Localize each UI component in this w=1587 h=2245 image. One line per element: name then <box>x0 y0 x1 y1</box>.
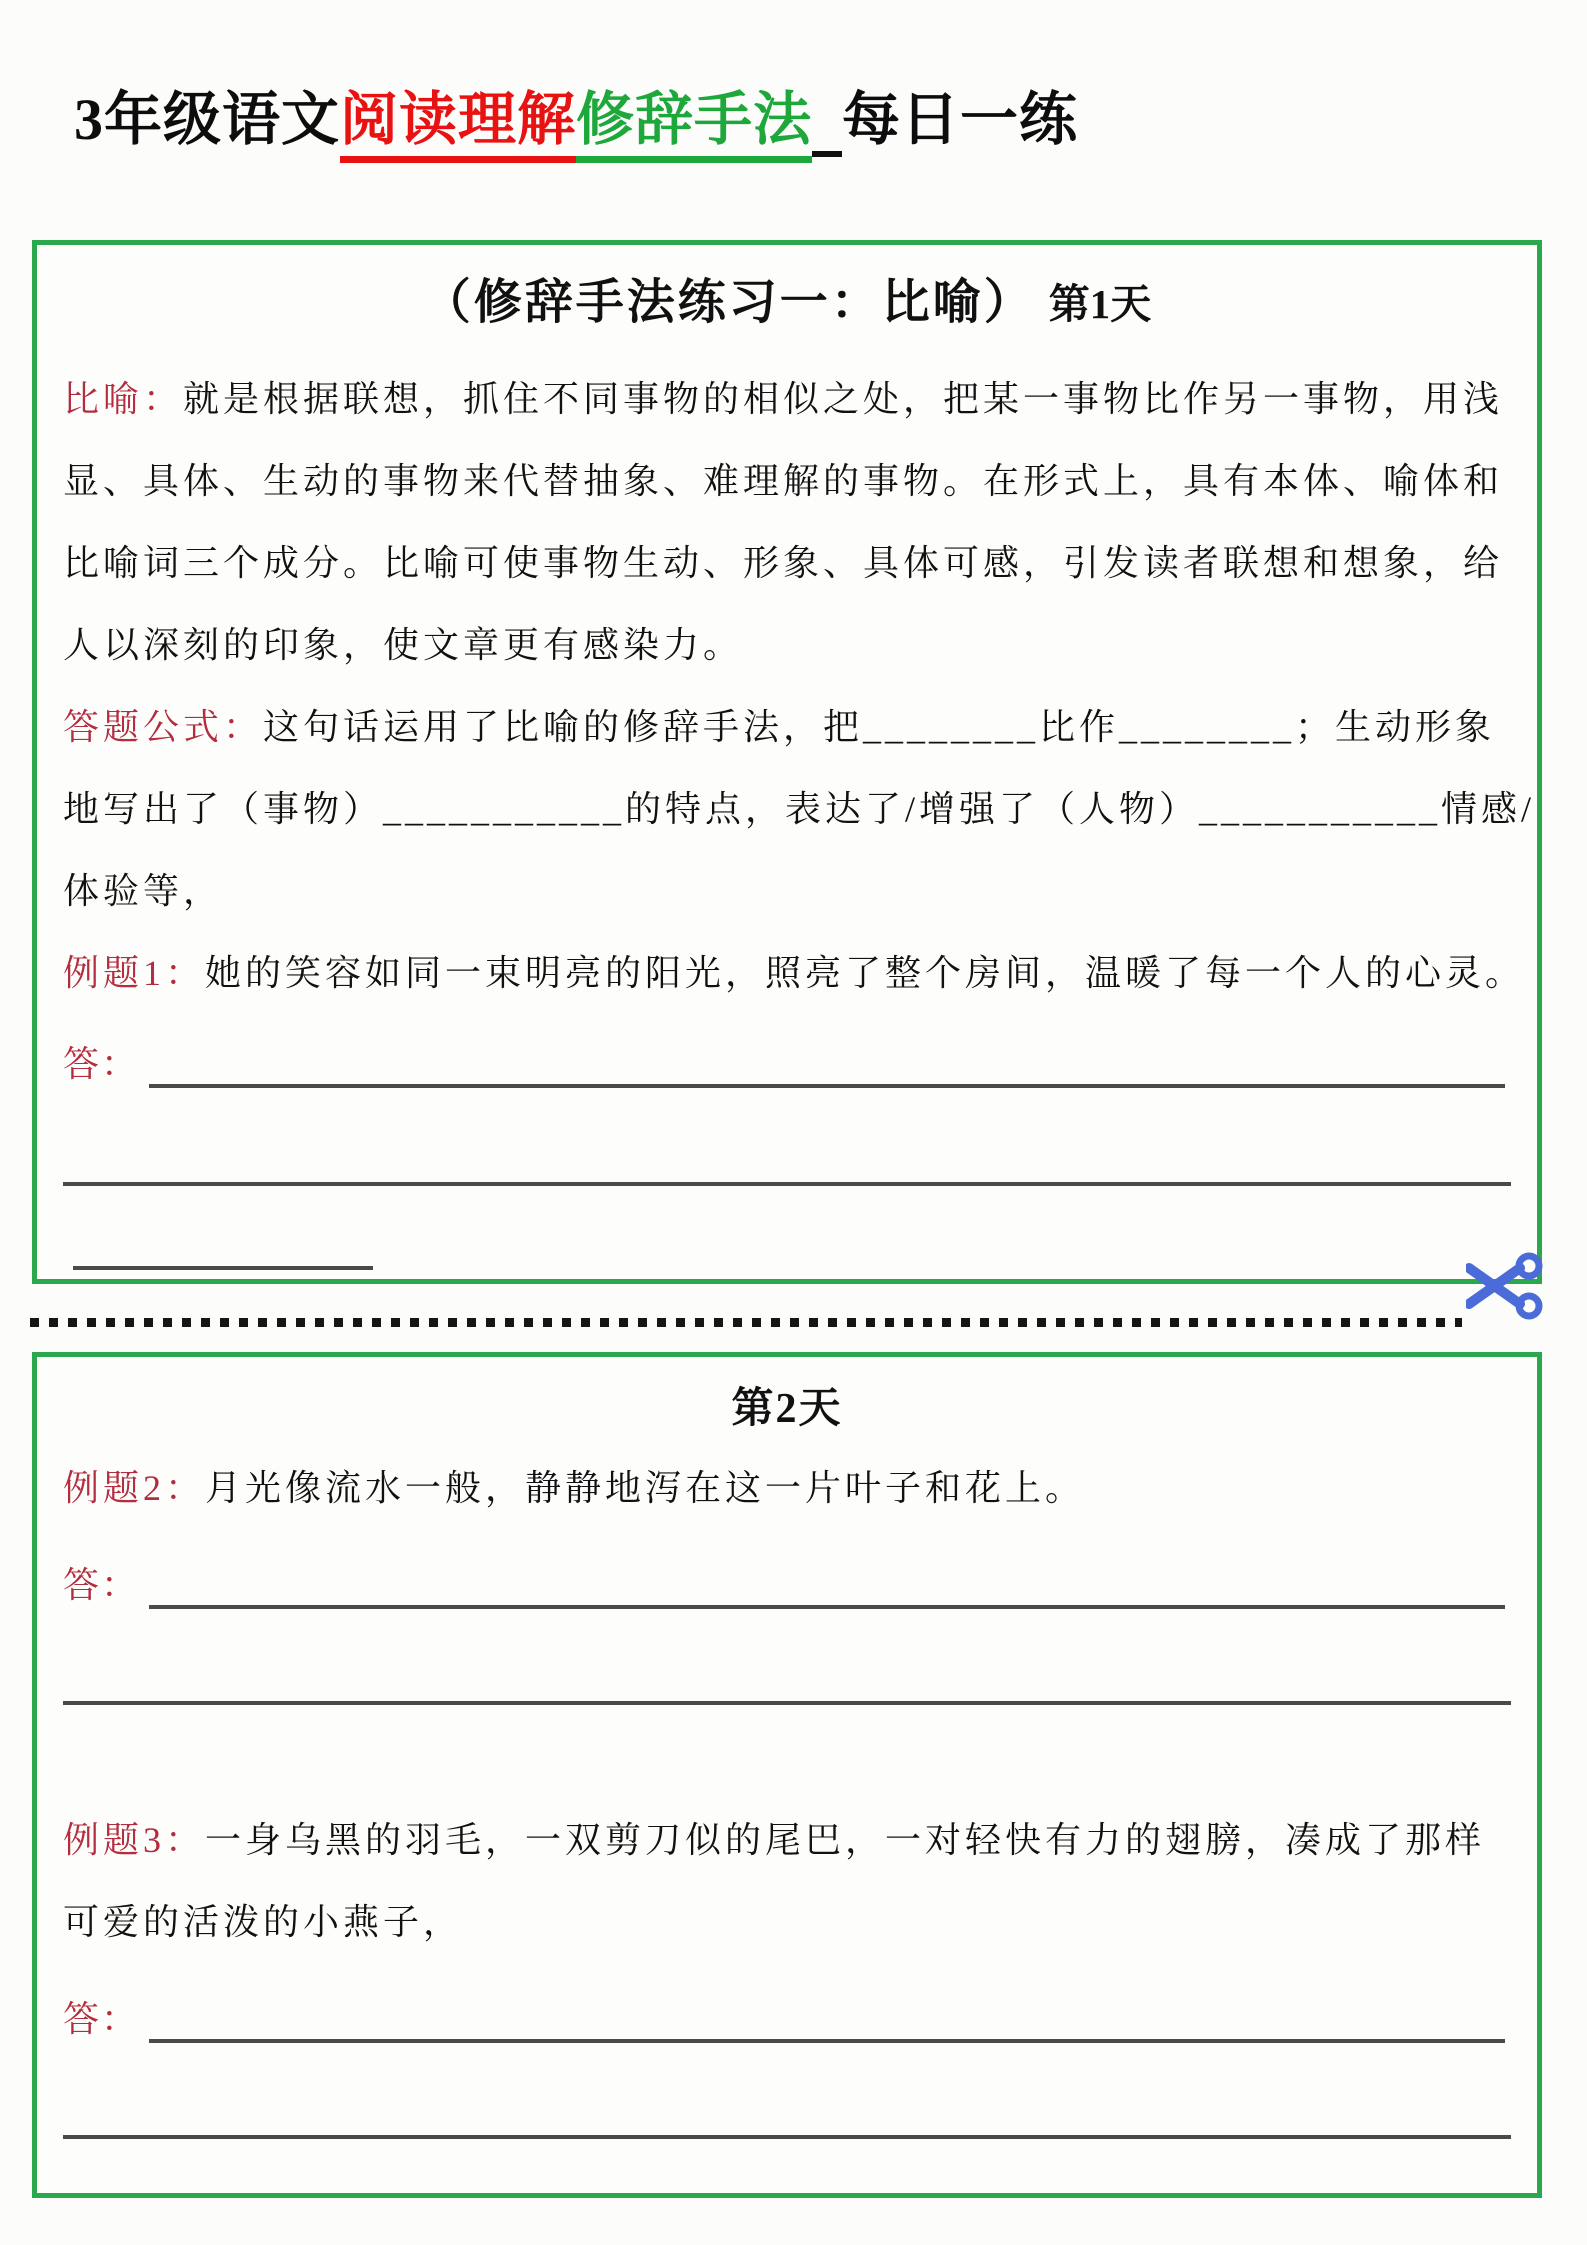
definition-line-1 <box>63 358 1511 440</box>
day1-heading-main: （修辞手法练习一：比喻） <box>422 276 1035 329</box>
example3-label: 例题3： <box>63 1820 206 1860</box>
title-segment-reading: 阅读理解 <box>340 87 576 163</box>
formula-text-1: 这句话运用了比喻的修辞手法，把________比作________；生动形象 <box>263 707 1496 747</box>
title-segment-rhetoric: 修辞手法 <box>576 87 812 163</box>
formula-line-3: 体验等， <box>63 871 224 911</box>
title-segment-grade: 3年级语文 <box>74 87 341 152</box>
day1-heading-day: 第1天 <box>1048 281 1152 327</box>
example2-label: 例题2： <box>63 1468 206 1508</box>
example2-line <box>63 1447 1511 1529</box>
definition-text-1: 就是根据联想，抓住不同事物的相似之处，把某一事物比作另一事物，用浅 <box>183 379 1504 419</box>
example3-line-1 <box>63 1799 1511 1881</box>
definition-line-3: 比喻词三个成分。比喻可使事物生动、形象、具体可感，引发读者联想和想象，给 <box>63 543 1504 583</box>
day1-card <box>32 240 1542 1284</box>
day1-answer-label: 答： <box>63 1044 140 1084</box>
example1-label: 例题1： <box>63 953 206 993</box>
day1-answer-row <box>63 1024 1511 1104</box>
formula-line-1 <box>63 686 1511 768</box>
title-underline-tail <box>812 93 842 157</box>
example1-text: 她的笑容如同一束明亮的阳光，照亮了整个房间，温暖了每一个人的心灵。 <box>205 953 1526 993</box>
cut-line <box>30 1318 1462 1327</box>
answer-line <box>149 2039 1505 2043</box>
day2-answer-row-2 <box>63 1979 1511 2059</box>
page-title <box>74 72 1078 157</box>
day2-card <box>32 1352 1542 2198</box>
formula-line-2: 地写出了（事物）___________的特点，表达了/增强了（人物）___________情感/ <box>63 789 1536 829</box>
scissors-icon <box>1466 1252 1546 1320</box>
day1-heading <box>63 259 1511 358</box>
answer-line <box>63 1182 1511 1186</box>
day2-answer-row-1 <box>63 1545 1511 1625</box>
example1-line <box>63 932 1526 1014</box>
day2-heading: 第2天 <box>731 1386 843 1432</box>
answer-line <box>63 2135 1511 2139</box>
answer-line <box>63 1701 1511 1705</box>
definition-label: 比喻： <box>63 379 184 419</box>
answer-line <box>149 1605 1505 1609</box>
formula-label: 答题公式： <box>63 707 264 747</box>
example2-text: 月光像流水一般，静静地泻在这一片叶子和花上。 <box>205 1468 1086 1508</box>
title-segment-daily: 每日一练 <box>842 87 1079 152</box>
day2-answer-label-1: 答： <box>63 1565 140 1605</box>
answer-line <box>149 1084 1505 1088</box>
definition-line-2: 显、具体、生动的事物来代替抽象、难理解的事物。在形式上，具有本体、喻体和 <box>63 461 1504 501</box>
answer-line <box>73 1266 373 1270</box>
example3-line-2: 可爱的活泼的小燕子， <box>63 1902 464 1942</box>
example3-text-1: 一身乌黑的羽毛，一双剪刀似的尾巴，一对轻快有力的翅膀，凑成了那样 <box>205 1820 1486 1860</box>
day2-answer-label-2: 答： <box>63 1999 140 2039</box>
definition-line-4: 人以深刻的印象，使文章更有感染力。 <box>63 625 744 665</box>
